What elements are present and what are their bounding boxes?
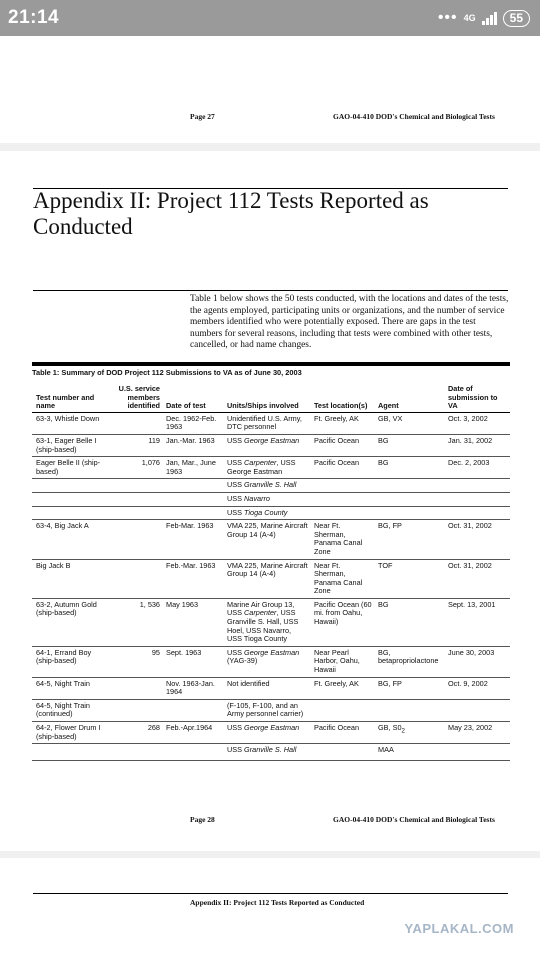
cell-submission <box>444 744 510 761</box>
cell-test-name: Eager Belle II (ship-based) <box>32 457 107 479</box>
cell-submission: Sept. 13, 2001 <box>444 598 510 646</box>
cell-date: Dec. 1962-Feb. 1963 <box>162 412 223 434</box>
cell-test-name: 64-1, Errand Boy (ship-based) <box>32 646 107 677</box>
units-text: USS <box>227 458 245 468</box>
cell-location: Near Ft. Sherman, Panama Canal Zone <box>310 520 374 559</box>
table-top-rule <box>32 362 510 366</box>
agent-text: GB, VX <box>378 413 403 423</box>
cell-test-name <box>32 479 107 493</box>
cell-members <box>107 699 162 721</box>
cell-agent <box>374 646 444 677</box>
cell-submission <box>444 506 510 520</box>
cell-submission: Jan. 31, 2002 <box>444 434 510 456</box>
units-text: , USS George Eastman <box>227 458 296 476</box>
cell-members <box>107 492 162 506</box>
agent-text: BG, betapropriolactone <box>378 647 439 666</box>
cell-units <box>223 492 310 506</box>
cell-members <box>107 520 162 559</box>
more-dots-icon: ••• <box>437 9 458 26</box>
cell-location <box>310 744 374 761</box>
table-row <box>32 434 510 456</box>
project-112-table <box>32 384 510 761</box>
units-text: USS <box>227 435 245 445</box>
running-title: Appendix II: Project 112 Tests Reported as Conducted <box>190 898 365 907</box>
cell-location: Pacific Ocean (60 mi. from Oahu, Hawaii) <box>310 598 374 646</box>
cell-agent <box>374 412 444 434</box>
cell-test-name <box>32 506 107 520</box>
units-ship-name: Tioga County <box>244 507 288 517</box>
cell-agent <box>374 677 444 699</box>
column-header: U.S. service members identified <box>107 384 162 412</box>
agent-text: BG, FP <box>378 678 402 688</box>
table-row <box>32 646 510 677</box>
cell-test-name: 64-5, Night Train (continued) <box>32 699 107 721</box>
network-type: 4G <box>463 12 476 23</box>
table-row <box>32 744 510 761</box>
table-row <box>32 677 510 699</box>
cell-submission: June 30, 2003 <box>444 646 510 677</box>
cell-agent <box>374 506 444 520</box>
agent-text: BG <box>378 458 389 468</box>
cell-members <box>107 506 162 520</box>
cell-date <box>162 744 223 761</box>
cell-members <box>107 479 162 493</box>
cell-agent <box>374 559 444 598</box>
agent-text: TOF <box>378 560 393 570</box>
units-text: VMA 225, Marine Aircraft Group 14 (A-4) <box>227 521 308 539</box>
status-time: 21:14 <box>8 7 60 28</box>
cell-units <box>223 412 310 434</box>
document-page-28 <box>0 151 540 851</box>
cell-date: Feb.-Apr.1964 <box>162 722 223 744</box>
cell-date <box>162 479 223 493</box>
status-icons <box>438 9 530 27</box>
cell-submission <box>444 479 510 493</box>
units-ship-name: Carpenter <box>244 458 277 468</box>
cell-date: May 1963 <box>162 598 223 646</box>
cell-members: 119 <box>107 434 162 456</box>
cell-date: Jan.-Mar. 1963 <box>162 434 223 456</box>
cell-submission: Oct. 3, 2002 <box>444 412 510 434</box>
cell-units <box>223 434 310 456</box>
table-header-row <box>32 384 510 412</box>
column-header: Units/Ships involved <box>223 384 310 412</box>
column-header: Test number and name <box>32 384 107 412</box>
cell-location <box>310 479 374 493</box>
cell-test-name <box>32 492 107 506</box>
cell-members <box>107 412 162 434</box>
cell-location: Near Ft. Sherman, Panama Canal Zone <box>310 559 374 598</box>
cell-units <box>223 457 310 479</box>
intro-paragraph: Table 1 below shows the 50 tests conducted, with the locations and dates of the tests, the agents employed, participating units or organizations, and the number of service members identified who were potentially exposed. There are gaps in the test numbers for several reasons, including that tests were combined with other tests, cancelled, or had name changes. <box>190 294 509 351</box>
cell-agent <box>374 722 444 744</box>
units-text: , USS Granville S. Hall, USS Hoel, USS Navarro, USS Tioga County <box>227 608 299 644</box>
cell-members <box>107 744 162 761</box>
cell-location <box>310 492 374 506</box>
units-ship-name: Navarro <box>244 493 270 503</box>
table-row <box>32 559 510 598</box>
units-ship-name: Granville S. Hall <box>244 480 297 490</box>
cell-date <box>162 492 223 506</box>
units-text: (YAG-39) <box>227 656 258 666</box>
cell-test-name: 63-2, Autumn Gold (ship-based) <box>32 598 107 646</box>
watermark: YAPLAKAL.COM <box>404 921 514 936</box>
cell-date <box>162 506 223 520</box>
units-ship-name: Granville S. Hall <box>244 745 297 755</box>
cell-agent <box>374 492 444 506</box>
page-number: Page 28 <box>190 815 215 824</box>
cell-units <box>223 598 310 646</box>
appendix-title: Appendix II: Project 112 Tests Reported as Conducted <box>33 188 429 239</box>
cell-agent <box>374 457 444 479</box>
cell-members: 1,076 <box>107 457 162 479</box>
units-ship-name: George Eastman <box>244 435 300 445</box>
cell-members: 268 <box>107 722 162 744</box>
table-row <box>32 520 510 559</box>
table-row <box>32 412 510 434</box>
table-body <box>32 412 510 760</box>
cell-submission: Oct. 31, 2002 <box>444 559 510 598</box>
units-text: Marine Air Group 13, USS <box>227 599 295 618</box>
cell-test-name <box>32 744 107 761</box>
cell-test-name: 63-4, Big Jack A <box>32 520 107 559</box>
units-text: USS <box>227 480 245 490</box>
cell-submission <box>444 492 510 506</box>
agent-subscript: 2 <box>401 727 405 735</box>
units-text: USS <box>227 493 245 503</box>
cell-agent <box>374 744 444 761</box>
running-head: GAO-04-410 DOD's Chemical and Biological Tests <box>333 112 495 121</box>
cell-agent <box>374 520 444 559</box>
units-text: USS <box>227 647 245 657</box>
status-bar <box>0 0 540 36</box>
table-row <box>32 479 510 493</box>
units-text: VMA 225, Marine Aircraft Group 14 (A-4) <box>227 560 308 579</box>
cell-location: Pacific Ocean <box>310 722 374 744</box>
battery-icon: 55 <box>503 10 530 27</box>
cell-test-name: Big Jack B <box>32 559 107 598</box>
page-number: Page 27 <box>190 112 215 121</box>
cell-location <box>310 699 374 721</box>
cell-date: Jan, Mar., June 1963 <box>162 457 223 479</box>
cell-submission: Dec. 2, 2003 <box>444 457 510 479</box>
cell-units <box>223 479 310 493</box>
agent-text: MAA <box>378 745 394 755</box>
table-row <box>32 457 510 479</box>
cell-submission: Oct. 31, 2002 <box>444 520 510 559</box>
agent-text: GB, S0 <box>378 723 402 732</box>
cell-location: Ft. Greely, AK <box>310 677 374 699</box>
cell-units <box>223 559 310 598</box>
cell-date: Feb-Mar. 1963 <box>162 520 223 559</box>
cell-date: Feb.-Mar. 1963 <box>162 559 223 598</box>
column-header: Agent <box>374 384 444 412</box>
cell-members: 1, 536 <box>107 598 162 646</box>
cell-units <box>223 677 310 699</box>
units-text: Unidentified U.S. Army, DTC personnel <box>227 413 302 432</box>
column-header: Date of submission to VA <box>444 384 510 412</box>
document-page-29 <box>0 858 540 960</box>
cell-location: Near Pearl Harbor, Oahu, Hawaii <box>310 646 374 677</box>
cell-members <box>107 677 162 699</box>
cell-submission <box>444 699 510 721</box>
table-row <box>32 506 510 520</box>
cell-agent <box>374 699 444 721</box>
title-rule <box>33 893 508 894</box>
table-caption: Table 1: Summary of DOD Project 112 Submissions to VA as of June 30, 2003 <box>32 368 302 377</box>
cell-agent <box>374 598 444 646</box>
cell-agent <box>374 434 444 456</box>
cell-members: 95 <box>107 646 162 677</box>
cell-test-name: 63-1, Eager Belle I (ship-based) <box>32 434 107 456</box>
cell-units <box>223 646 310 677</box>
cell-units <box>223 722 310 744</box>
agent-text: BG <box>378 599 389 609</box>
cell-location <box>310 506 374 520</box>
table-row <box>32 722 510 744</box>
column-header: Test location(s) <box>310 384 374 412</box>
cell-submission: May 23, 2002 <box>444 722 510 744</box>
cell-test-name: 64-5, Night Train <box>32 677 107 699</box>
column-header: Date of test <box>162 384 223 412</box>
cell-submission: Oct. 9, 2002 <box>444 677 510 699</box>
cell-members <box>107 559 162 598</box>
cell-test-name: 63-3, Whistle Down <box>32 412 107 434</box>
table-row <box>32 699 510 721</box>
section-rule <box>33 290 508 291</box>
agent-text: BG, FP <box>378 521 402 531</box>
cell-date <box>162 699 223 721</box>
cell-units <box>223 744 310 761</box>
table-row <box>32 598 510 646</box>
signal-icon <box>482 11 497 25</box>
units-ship-name: Carpenter <box>244 608 277 618</box>
cell-units <box>223 699 310 721</box>
units-ship-name: George Eastman <box>244 723 300 732</box>
cell-date: Nov. 1963-Jan. 1964 <box>162 677 223 699</box>
units-ship-name: George Eastman <box>244 647 300 657</box>
cell-date: Sept. 1963 <box>162 646 223 677</box>
cell-units <box>223 520 310 559</box>
cell-units <box>223 506 310 520</box>
cell-location: Ft. Greely, AK <box>310 412 374 434</box>
agent-text: BG <box>378 435 389 445</box>
cell-location: Pacific Ocean <box>310 434 374 456</box>
running-head: GAO-04-410 DOD's Chemical and Biological Tests <box>333 815 495 824</box>
document-page-27 <box>0 36 540 143</box>
table-row <box>32 492 510 506</box>
cell-agent <box>374 479 444 493</box>
units-text: USS <box>227 745 245 755</box>
cell-location: Pacific Ocean <box>310 457 374 479</box>
units-text: Not identified <box>227 678 270 688</box>
units-text: (F-105, F-100, and an Army personnel carrier) <box>227 700 304 719</box>
units-text: USS <box>227 507 245 517</box>
units-text: USS <box>227 723 245 732</box>
cell-test-name: 64-2, Flower Drum I (ship-based) <box>32 722 107 744</box>
